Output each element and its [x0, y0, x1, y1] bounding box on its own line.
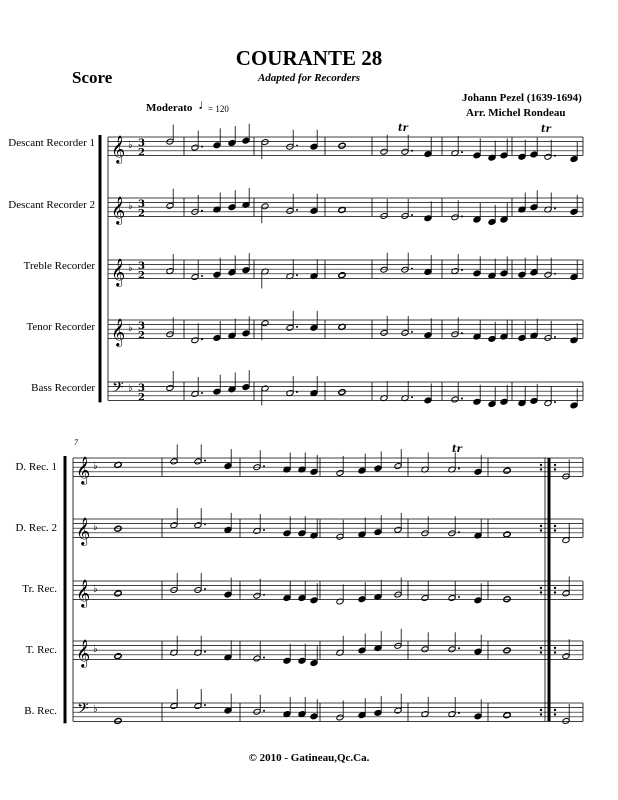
- instrument-label: B. Rec.: [24, 705, 57, 717]
- treble-clef-icon: 𝄞: [76, 456, 91, 484]
- repeat-dot: [554, 713, 556, 715]
- dot: [411, 331, 413, 333]
- flat-icon: ♭: [93, 644, 98, 655]
- instrument-label: Tenor Recorder: [26, 321, 95, 333]
- score-label: Score: [72, 68, 113, 87]
- time-signature: 2: [138, 270, 145, 282]
- note: [503, 467, 511, 474]
- dot: [458, 468, 460, 470]
- note: [338, 207, 346, 214]
- dot: [296, 326, 298, 328]
- note: [338, 272, 346, 279]
- instrument-label: Descant Recorder 1: [8, 137, 95, 149]
- time-signature: 2: [138, 392, 145, 404]
- dot: [554, 208, 556, 210]
- instrument-label: Treble Recorder: [23, 260, 95, 272]
- note: [114, 525, 122, 532]
- dot: [554, 401, 556, 403]
- dot: [554, 336, 556, 338]
- dot: [204, 459, 206, 461]
- trill-mark: tr: [452, 444, 462, 455]
- dot: [201, 275, 203, 277]
- repeat-dot: [554, 651, 556, 653]
- composer: Johann Pezel (1639-1694): [462, 92, 582, 104]
- dot: [461, 151, 463, 153]
- repeat-dot: [540, 529, 542, 531]
- note: [503, 712, 511, 719]
- dot: [461, 269, 463, 271]
- dot: [411, 396, 413, 398]
- dot: [204, 651, 206, 653]
- score-title: COURANTE 28: [235, 46, 383, 70]
- repeat-dot: [540, 647, 542, 649]
- dot: [554, 273, 556, 275]
- flat-icon: ♭: [128, 201, 133, 212]
- dot: [296, 391, 298, 393]
- time-signature: 3: [138, 138, 145, 149]
- tempo-value: = 120: [208, 104, 229, 114]
- flat-icon: ♭: [93, 522, 98, 533]
- dot: [263, 594, 265, 596]
- time-signature: 2: [138, 208, 145, 220]
- treble-clef-icon: 𝄞: [111, 135, 126, 163]
- treble-clef-icon: 𝄞: [76, 579, 91, 607]
- note: [114, 718, 122, 725]
- note: [338, 389, 346, 396]
- instrument-label: Tr. Rec.: [22, 583, 57, 595]
- repeat-dot: [540, 525, 542, 527]
- time-signature: 2: [138, 330, 145, 342]
- flat-icon: ♭: [93, 704, 98, 715]
- time-signature: 2: [138, 147, 145, 159]
- measure-number: 7: [74, 438, 78, 447]
- flat-icon: ♭: [128, 383, 133, 394]
- dot: [204, 523, 206, 525]
- dot: [201, 210, 203, 212]
- bass-clef-icon: 𝄢: [77, 700, 89, 721]
- instrument-label: Descant Recorder 2: [8, 199, 95, 211]
- repeat-dot: [554, 647, 556, 649]
- instrument-label: D. Rec. 1: [15, 461, 57, 473]
- repeat-dot: [540, 587, 542, 589]
- dot: [204, 588, 206, 590]
- repeat-dot: [540, 713, 542, 715]
- repeat-dot: [540, 464, 542, 466]
- dot: [263, 465, 265, 467]
- dot: [461, 332, 463, 334]
- flat-icon: ♭: [128, 140, 133, 151]
- treble-clef-icon: 𝄞: [111, 318, 126, 346]
- trill-mark: tr: [398, 123, 408, 134]
- dot: [461, 215, 463, 217]
- dot: [411, 214, 413, 216]
- repeat-dot: [540, 591, 542, 593]
- time-signature: 3: [138, 383, 145, 394]
- time-signature: 3: [138, 199, 145, 210]
- dot: [201, 392, 203, 394]
- trill-mark: tr: [541, 124, 551, 135]
- flat-icon: ♭: [93, 461, 98, 472]
- arranger: Arr. Michel Rondeau: [466, 107, 566, 119]
- quarter-note-icon: ♩: [198, 98, 212, 113]
- dot: [411, 150, 413, 152]
- dot: [296, 145, 298, 147]
- dot: [458, 596, 460, 598]
- dot: [296, 274, 298, 276]
- dot: [201, 146, 203, 148]
- treble-clef-icon: 𝄞: [111, 258, 126, 286]
- note: [114, 653, 122, 660]
- note: [114, 590, 122, 597]
- tempo-marking: Moderato: [146, 102, 193, 114]
- repeat-dot: [540, 651, 542, 653]
- flat-icon: ♭: [93, 584, 98, 595]
- note: [503, 531, 511, 538]
- dot: [461, 397, 463, 399]
- score-subtitle: Adapted for Recorders: [257, 72, 361, 84]
- flat-icon: ♭: [128, 323, 133, 334]
- repeat-dot: [554, 709, 556, 711]
- treble-clef-icon: 𝄞: [111, 196, 126, 224]
- dot: [554, 155, 556, 157]
- treble-clef-icon: 𝄞: [76, 517, 91, 545]
- repeat-dot: [554, 591, 556, 593]
- flat-icon: ♭: [128, 263, 133, 274]
- repeat-dot: [554, 529, 556, 531]
- dot: [201, 338, 203, 340]
- instrument-label: Bass Recorder: [31, 382, 95, 394]
- dot: [204, 704, 206, 706]
- copyright: © 2010 - Gatineau,Qc.Ca.: [248, 752, 370, 764]
- repeat-dot: [554, 587, 556, 589]
- time-signature: 3: [138, 321, 145, 332]
- dot: [411, 268, 413, 270]
- repeat-dot: [554, 464, 556, 466]
- repeat-dot: [540, 468, 542, 470]
- dot: [263, 656, 265, 658]
- dot: [458, 647, 460, 649]
- dot: [296, 209, 298, 211]
- instrument-label: D. Rec. 2: [15, 522, 57, 534]
- dot: [263, 529, 265, 531]
- note: [338, 142, 346, 149]
- instrument-label: T. Rec.: [25, 644, 57, 656]
- bass-clef-icon: 𝄢: [112, 379, 124, 400]
- dot: [458, 712, 460, 714]
- repeat-dot: [540, 709, 542, 711]
- treble-clef-icon: 𝄞: [76, 639, 91, 667]
- time-signature: 3: [138, 261, 145, 272]
- repeat-dot: [554, 525, 556, 527]
- dot: [263, 710, 265, 712]
- dot: [458, 531, 460, 533]
- repeat-dot: [554, 468, 556, 470]
